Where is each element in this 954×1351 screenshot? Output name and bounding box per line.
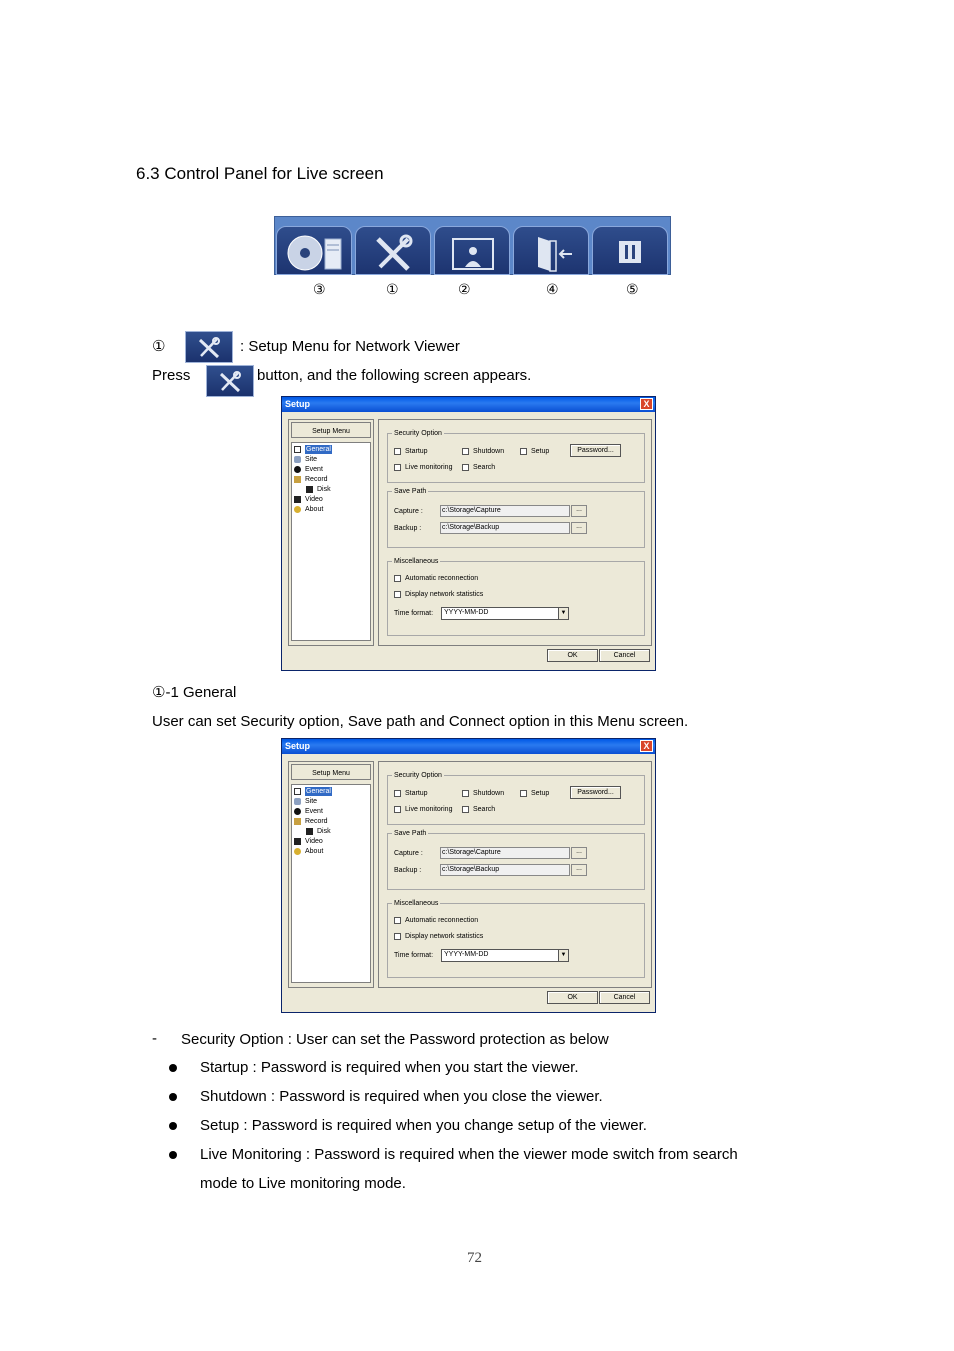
general-icon bbox=[294, 788, 301, 795]
bullet-icon bbox=[169, 1122, 177, 1130]
security-option-group bbox=[387, 772, 645, 825]
tree-item-video[interactable]: Video bbox=[294, 495, 323, 504]
about-icon bbox=[294, 506, 301, 513]
page-number: 72 bbox=[467, 1250, 482, 1266]
backup-label: Backup : bbox=[394, 867, 422, 874]
setup-tree bbox=[291, 784, 371, 983]
time-format-select[interactable]: YYYY-MM-DD ▼ bbox=[441, 949, 569, 962]
general-settings-panel bbox=[378, 419, 652, 646]
tree-item-disk[interactable]: Disk bbox=[306, 485, 331, 494]
bullet-live-monitoring: Live Monitoring : Password is required when the viewer mode switch from search bbox=[200, 1146, 738, 1163]
tree-item-event[interactable]: Event bbox=[294, 465, 323, 474]
bullet-icon bbox=[169, 1093, 177, 1101]
tree-item-event[interactable]: Event bbox=[294, 807, 323, 816]
site-icon bbox=[294, 456, 301, 463]
setup-checkbox[interactable]: Setup bbox=[520, 789, 549, 798]
password-button[interactable]: Password... bbox=[570, 444, 621, 457]
tree-item-general[interactable]: General bbox=[294, 445, 332, 454]
capture-path-input[interactable]: c:\Storage\Capture bbox=[440, 847, 570, 859]
miscellaneous-group bbox=[387, 900, 645, 978]
live-monitoring-checkbox[interactable]: Live monitoring bbox=[394, 463, 452, 472]
capture-browse-button[interactable]: ... bbox=[571, 505, 587, 517]
event-icon bbox=[294, 808, 301, 815]
tree-item-general[interactable]: General bbox=[294, 787, 332, 796]
tree-item-site[interactable]: Site bbox=[294, 797, 317, 806]
tree-item-record[interactable]: Record bbox=[294, 817, 328, 826]
miscellaneous-group bbox=[387, 558, 645, 636]
item-number: ① bbox=[152, 338, 166, 355]
video-icon bbox=[294, 838, 301, 845]
search-checkbox[interactable]: Search bbox=[462, 463, 495, 472]
general-description: User can set Security option, Save path and Connect option in this Menu screen. bbox=[152, 713, 689, 730]
bullet-shutdown: Shutdown : Password is required when you close the viewer. bbox=[200, 1088, 603, 1105]
ok-button[interactable]: OK bbox=[547, 649, 598, 662]
tree-item-record[interactable]: Record bbox=[294, 475, 328, 484]
setup-menu-header: Setup Menu bbox=[291, 764, 371, 780]
bullet-setup: Setup : Password is required when you change setup of the viewer. bbox=[200, 1117, 647, 1134]
item-label: : Setup Menu for Network Viewer bbox=[240, 338, 460, 355]
shutdown-checkbox[interactable]: Shutdown bbox=[462, 447, 504, 456]
setup-checkbox[interactable]: Setup bbox=[520, 447, 549, 456]
backup-browse-button[interactable]: ... bbox=[571, 864, 587, 876]
time-format-select[interactable]: YYYY-MM-DD ▼ bbox=[441, 607, 569, 620]
backup-browse-button[interactable]: ... bbox=[571, 522, 587, 534]
bullet-icon bbox=[169, 1151, 177, 1159]
disk-icon bbox=[306, 828, 313, 835]
tree-item-disk[interactable]: Disk bbox=[306, 827, 331, 836]
site-icon bbox=[294, 798, 301, 805]
tree-item-about[interactable]: About bbox=[294, 847, 323, 856]
setup-tools-icon bbox=[206, 365, 254, 397]
search-checkbox[interactable]: Search bbox=[462, 805, 495, 814]
toolbar-number-2: ② bbox=[458, 281, 471, 297]
record-icon bbox=[294, 476, 301, 483]
about-icon bbox=[294, 848, 301, 855]
tools-icon[interactable] bbox=[355, 226, 431, 275]
record-icon bbox=[294, 818, 301, 825]
general-heading: ①-1 General bbox=[152, 684, 237, 701]
video-icon bbox=[294, 496, 301, 503]
security-intro: Security Option : User can set the Password protection as below bbox=[181, 1031, 609, 1048]
dialog-title: Setup bbox=[282, 397, 655, 412]
general-settings-panel bbox=[378, 761, 652, 988]
snapshot-icon[interactable] bbox=[434, 226, 510, 275]
auto-reconnect-checkbox[interactable]: Automatic reconnection bbox=[394, 574, 478, 583]
security-option-group bbox=[387, 430, 645, 483]
startup-checkbox[interactable]: Startup bbox=[394, 789, 428, 798]
save-path-group bbox=[387, 488, 645, 548]
toolbar-number-4: ④ bbox=[546, 281, 559, 297]
miscellaneous-legend: Miscellaneous bbox=[394, 558, 439, 565]
toolbar-number-5: ⑤ bbox=[626, 281, 639, 297]
press-text: Press bbox=[152, 367, 191, 384]
time-format-label: Time format: bbox=[394, 610, 434, 617]
dash-marker: - bbox=[152, 1030, 157, 1047]
live-monitoring-checkbox[interactable]: Live monitoring bbox=[394, 805, 452, 814]
security-option-legend: Security Option bbox=[394, 430, 442, 437]
chevron-down-icon[interactable]: ▼ bbox=[558, 608, 568, 619]
capture-path-input[interactable]: c:\Storage\Capture bbox=[440, 505, 570, 517]
close-icon[interactable]: X bbox=[640, 398, 653, 410]
network-stats-checkbox[interactable]: Display network statistics bbox=[394, 932, 483, 941]
password-button[interactable]: Password... bbox=[570, 786, 621, 799]
capture-label: Capture : bbox=[394, 508, 423, 515]
dialog-title: Setup bbox=[282, 739, 655, 754]
chevron-down-icon[interactable]: ▼ bbox=[558, 950, 568, 961]
miscellaneous-legend: Miscellaneous bbox=[394, 900, 439, 907]
backup-path-input[interactable]: c:\Storage\Backup bbox=[440, 864, 570, 876]
general-icon bbox=[294, 446, 301, 453]
setup-dialog bbox=[281, 396, 656, 671]
pause-icon[interactable] bbox=[592, 226, 668, 275]
toolbar-number-3: ③ bbox=[313, 281, 326, 297]
close-icon[interactable]: X bbox=[640, 740, 653, 752]
disk-icon bbox=[306, 486, 313, 493]
event-icon bbox=[294, 466, 301, 473]
save-path-legend: Save Path bbox=[394, 488, 427, 495]
exit-door-icon[interactable] bbox=[513, 226, 589, 275]
control-panel-toolbar bbox=[274, 216, 671, 275]
cancel-button[interactable]: Cancel bbox=[599, 991, 650, 1004]
setup-menu-panel bbox=[288, 419, 374, 646]
setup-menu-header: Setup Menu bbox=[291, 422, 371, 438]
tree-item-video[interactable]: Video bbox=[294, 837, 323, 846]
save-path-group bbox=[387, 830, 645, 890]
auto-reconnect-checkbox[interactable]: Automatic reconnection bbox=[394, 916, 478, 925]
tree-item-site[interactable]: Site bbox=[294, 455, 317, 464]
startup-checkbox[interactable]: Startup bbox=[394, 447, 428, 456]
capture-label: Capture : bbox=[394, 850, 423, 857]
section-heading: 6.3 Control Panel for Live screen bbox=[136, 164, 384, 183]
bullet-startup: Startup : Password is required when you start the viewer. bbox=[200, 1059, 579, 1076]
backup-label: Backup : bbox=[394, 525, 422, 532]
backup-path-input[interactable]: c:\Storage\Backup bbox=[440, 522, 570, 534]
disc-server-icon[interactable] bbox=[276, 226, 352, 275]
network-stats-checkbox[interactable]: Display network statistics bbox=[394, 590, 483, 599]
setup-menu-panel bbox=[288, 761, 374, 988]
bullet-icon bbox=[169, 1064, 177, 1072]
save-path-legend: Save Path bbox=[394, 830, 427, 837]
capture-browse-button[interactable]: ... bbox=[571, 847, 587, 859]
security-option-legend: Security Option bbox=[394, 772, 442, 779]
press-suffix-text: button, and the following screen appears. bbox=[257, 367, 532, 384]
setup-tools-icon bbox=[185, 331, 233, 363]
cancel-button[interactable]: Cancel bbox=[599, 649, 650, 662]
shutdown-checkbox[interactable]: Shutdown bbox=[462, 789, 504, 798]
bullet-continuation: mode to Live monitoring mode. bbox=[200, 1175, 406, 1192]
ok-button[interactable]: OK bbox=[547, 991, 598, 1004]
setup-dialog bbox=[281, 738, 656, 1013]
time-format-label: Time format: bbox=[394, 952, 434, 959]
toolbar-number-1: ① bbox=[386, 281, 399, 297]
tree-item-about[interactable]: About bbox=[294, 505, 323, 514]
setup-tree bbox=[291, 442, 371, 641]
